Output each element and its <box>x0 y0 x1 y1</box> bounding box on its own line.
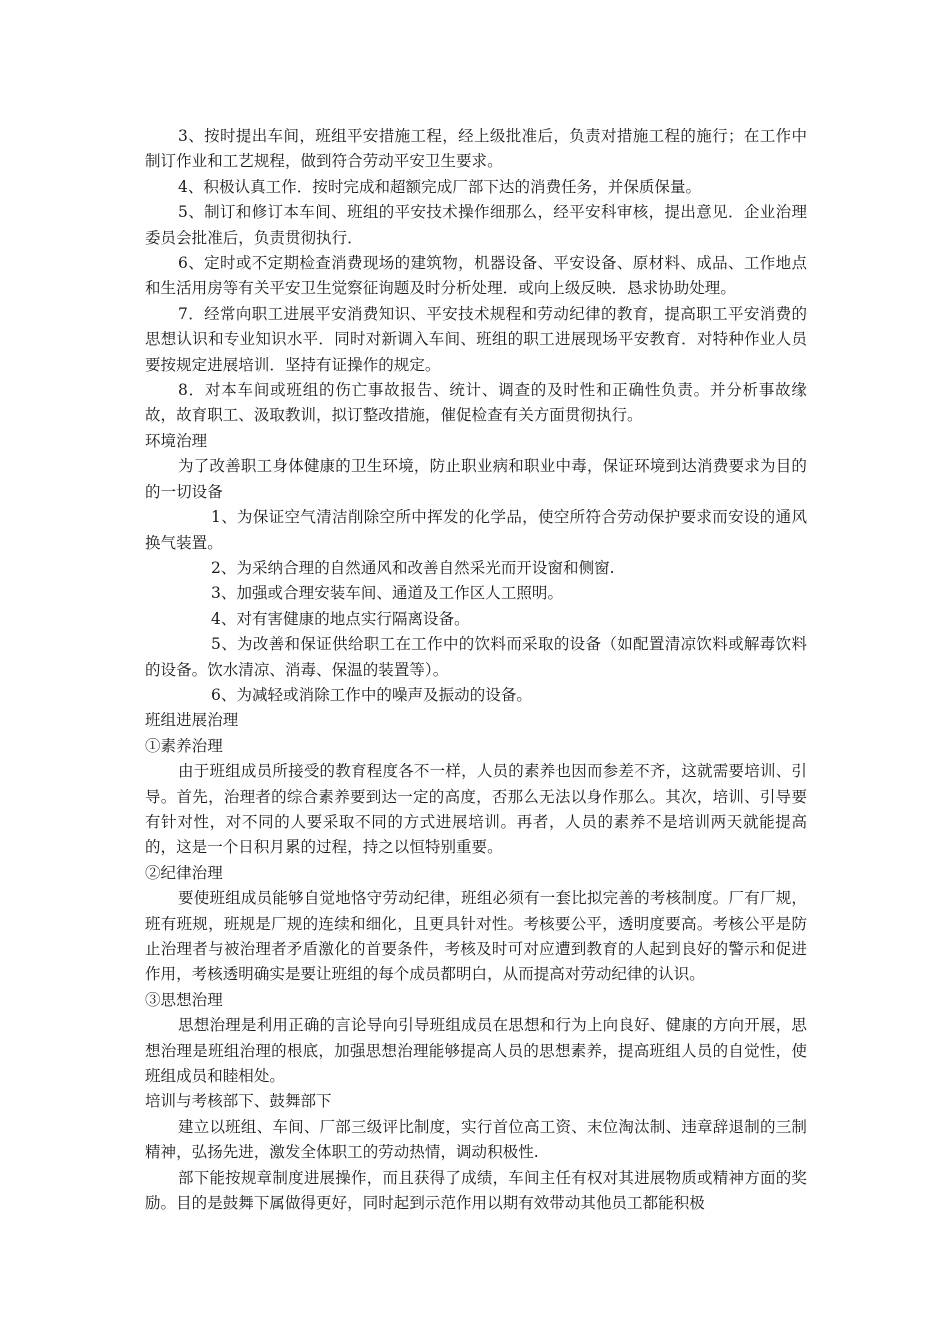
paragraph-item-4: 4、积极认真工作．按时完成和超额完成厂部下达的消费任务，并保质保量。 <box>178 177 702 196</box>
paragraph-environment-item-6: 6、为减轻或消除工作中的噪声及振动的设备。 <box>211 685 532 704</box>
paragraph-training-1: 建立以班组、车间、厂部三级评比制度，实行首位高工资、末位淘汰制、违章辞退制的三制精神，弘扬先进，激发全体职工的劳动热情，调动积极性. <box>145 1117 807 1162</box>
paragraph-quality: 由于班组成员所接受的教育程度各不一样，人员的素养也因而参差不齐，这就需要培训、引导。首先，治理者的综合素养要到达一定的高度，否那么无法以身作那么。其次，培训、引导要有针对性，对不同的人要采取不同的方式进展培训。再者，人员的素养不是培训两天就能提高的，这是一个日积月累的过程，持之以恒特别重要。 <box>145 762 807 857</box>
paragraph-discipline: 要使班组成员能够自觉地恪守劳动纪律，班组必须有一套比拟完善的考核制度。厂有厂规，班有班规，班规是厂规的连续和细化，且更具针对性。考核要公平，透明度要高。考核公平是防止治理者与被治理者矛盾激化的首要条件，考核及时可对应遭到教育的人起到良好的警示和促进作用，考核透明确实是要让班组的每个成员都明白，从而提高对劳动纪律的认识。 <box>145 889 807 984</box>
paragraph-environment-item-2: 2、为采纳合理的自然通风和改善自然采光而开设窗和侧窗. <box>211 558 615 577</box>
paragraph-environment-item-3: 3、加强或合理安装车间、通道及工作区人工照明。 <box>211 584 564 603</box>
paragraph-environment-item-1: 1、为保证空气清洁削除空所中挥发的化学品，使空所符合劳动保护要求而安设的通风换气装置。 <box>145 508 807 552</box>
subheading-quality: ①素养治理 <box>145 736 223 755</box>
section-heading-environment: 环境治理 <box>145 431 208 450</box>
section-heading-team-management: 班组进展治理 <box>145 711 239 730</box>
paragraph-item-3: 3、按时提出车间，班组平安措施工程，经上级批准后，负责对措施工程的施行；在工作中制订作业和工艺规程，做到符合劳动平安卫生要求。 <box>145 127 807 171</box>
paragraph-item-8: 8．对本车间或班组的伤亡事故报告、统计、调查的及时性和正确性负责。并分析事故缘故，故育职工、汲取教训，拟订整改措施，催促检查有关方面贯彻执行。 <box>145 381 807 425</box>
paragraph-environment-intro: 为了改善职工身体健康的卫生环境，防止职业病和职业中毒，保证环境到达消费要求为目的的一切设备 <box>145 457 807 501</box>
paragraph-thought: 思想治理是利用正确的言论导向引导班组成员在思想和行为上向良好、健康的方向开展，思想治理是班组治理的根底，加强思想治理能够提高人员的思想素养，提高班组人员的自觉性，使班组成员和睦相处。 <box>145 1016 807 1086</box>
subheading-discipline: ②纪律治理 <box>145 863 223 882</box>
paragraph-environment-item-5: 5、为改善和保证供给职工在工作中的饮料而采取的设备（如配置清凉饮料或解毒饮料的设备。饮水清凉、消毒、保温的装置等）。 <box>145 635 807 679</box>
paragraph-environment-item-4: 4、对有害健康的地点实行隔离设备。 <box>211 609 470 628</box>
section-heading-training: 培训与考核部下、鼓舞部下 <box>145 1092 332 1111</box>
paragraph-item-7: 7．经常向职工进展平安消费知识、平安技术规程和劳动纪律的教育，提高职工平安消费的思想认识和专业知识水平．同时对新调入车间、班组的职工进展现场平安教育．对特种作业人员要按规定进展培训．坚持有证操作的规定。 <box>145 304 807 374</box>
paragraph-training-2: 部下能按规章制度进展操作，而且获得了成绩，车间主任有权对其进展物质或精神方面的奖励。目的是鼓舞下属做得更好，同时起到示范作用以期有效带动其他员工都能积极 <box>145 1168 807 1213</box>
paragraph-item-6: 6、定时或不定期检查消费现场的建筑物，机器设备、平安设备、原材料、成品、工作地点和生活用房等有关平安卫生觉察征询题及时分析处理．或向上级反映．恳求协助处理。 <box>145 254 807 298</box>
subheading-thought: ③思想治理 <box>145 990 223 1009</box>
document-body <box>145 124 807 1216</box>
paragraph-item-5: 5、制订和修订本车间、班组的平安技术操作细那么，经平安科审核，提出意见．企业治理委员会批准后，负责贯彻执行． <box>145 203 807 247</box>
